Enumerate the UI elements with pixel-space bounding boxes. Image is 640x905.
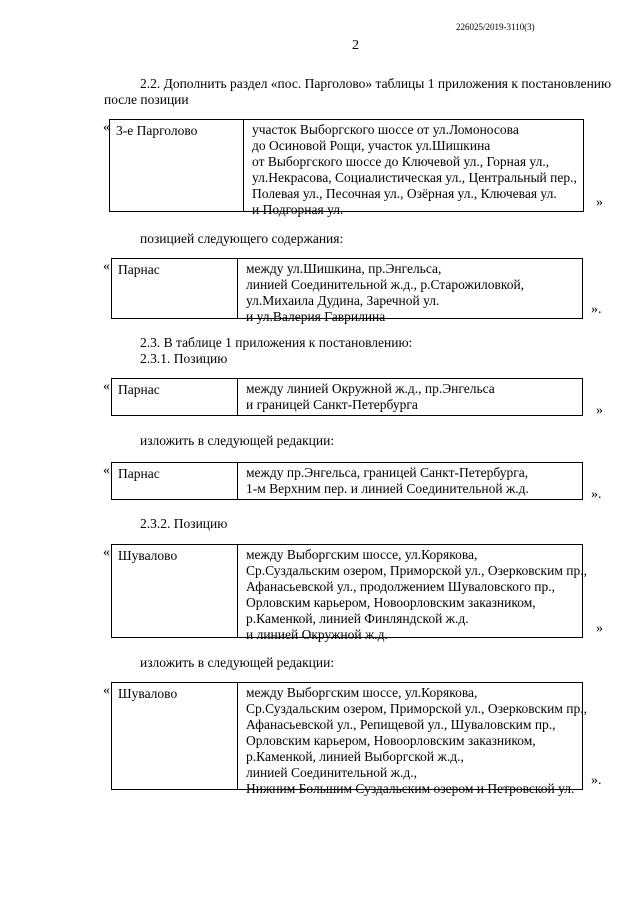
table-cell-description	[238, 545, 587, 643]
description-line: между линией Окружной ж.д., пр.Энгельса	[246, 381, 495, 396]
description-line: р.Каменкой, линией Финляндской ж.д.	[246, 611, 469, 626]
table-cell-name: Парнас	[112, 463, 238, 499]
position-table-shuvalovo-old	[111, 544, 587, 642]
description-line: Орловским карьером, Новоорловским заказником,	[246, 733, 536, 748]
table-cell-description	[238, 683, 587, 797]
section-2-2-intro: 2.2. Дополнить раздел «пос. Парголово» таблицы 1 приложения к постановлению	[140, 76, 612, 91]
position-table-parnas-old	[111, 378, 583, 416]
description-line: 1-м Верхним пер. и линией Соединительной ж.д.	[246, 481, 529, 496]
description-line: линией Соединительной ж.д.,	[246, 765, 417, 780]
description-line: Афанасьевской ул., Репищевой ул., Шуваловским пр.,	[246, 717, 556, 732]
description-line: и линией Окружной ж.д.	[246, 627, 388, 642]
description-line: Ср.Суздальским озером, Приморской ул., Озерковским пр.,	[246, 563, 587, 578]
table-cell-name: Парнас	[112, 379, 238, 415]
section-2-3-1-title: 2.3.1. Позицию	[140, 351, 228, 366]
close-quote: ».	[591, 487, 602, 502]
document-number: 226025/2019-3110(3)	[456, 22, 535, 32]
description-line: Нижним Большим Суздальским озером и Петровской ул.	[246, 781, 575, 796]
table-cell-name: Парнас	[112, 259, 238, 318]
close-quote: ».	[591, 302, 602, 317]
description-line: до Осиновой Рощи, участок ул.Шишкина	[252, 138, 491, 153]
edit-instruction: изложить в следующей редакции:	[140, 655, 335, 670]
description-line: от Выборгского шоссе до Ключевой ул., Горная ул.,	[252, 154, 550, 169]
description-line: Афанасьевской ул., продолжением Шуваловского пр.,	[246, 579, 555, 594]
edit-instruction: изложить в следующей редакции:	[140, 433, 335, 448]
close-quote: »	[596, 403, 603, 418]
description-line: участок Выборгского шоссе от ул.Ломоносова	[252, 122, 519, 137]
description-line: и Подгорная ул.	[252, 202, 344, 217]
open-quote: «	[103, 463, 110, 478]
description-line: линией Соединительной ж.д., р.Старожиловкой,	[246, 277, 525, 292]
description-line: между ул.Шишкина, пр.Энгельса,	[246, 261, 442, 276]
description-line: р.Каменкой, линией Выборгской ж.д.,	[246, 749, 464, 764]
close-quote: »	[596, 195, 603, 210]
section-2-3-2-title: 2.3.2. Позицию	[140, 516, 228, 531]
table-cell-description	[244, 120, 577, 218]
table-cell-name: Шувалово	[112, 545, 238, 637]
close-quote: »	[596, 621, 603, 636]
description-line: ул.Некрасова, Социалистическая ул., Центральный пер.,	[252, 170, 577, 185]
open-quote: «	[103, 379, 110, 394]
position-table-parnas-new	[111, 258, 583, 324]
position-table-shuvalovo-edited	[111, 682, 587, 796]
description-line: и границей Санкт-Петербурга	[246, 397, 418, 412]
open-quote: «	[103, 683, 110, 698]
position-table-3e-pargolovo	[109, 119, 584, 217]
table-cell-description	[238, 259, 524, 325]
open-quote: «	[103, 120, 110, 135]
description-line: между пр.Энгельса, границей Санкт-Петербурга,	[246, 465, 529, 480]
description-line: между Выборгским шоссе, ул.Корякова,	[246, 547, 478, 562]
description-line: и ул.Валерия Гаврилина	[246, 309, 386, 324]
position-table-parnas-edited	[111, 462, 583, 500]
table-cell-description	[238, 379, 495, 413]
description-line: Полевая ул., Песочная ул., Озёрная ул., Ключевая ул.	[252, 186, 557, 201]
table-cell-name: 3-е Парголово	[110, 120, 244, 211]
description-line: ул.Михаила Дудина, Заречной ул.	[246, 293, 440, 308]
description-line: между Выборгским шоссе, ул.Корякова,	[246, 685, 478, 700]
close-quote: ».	[591, 773, 602, 788]
table-cell-description	[238, 463, 529, 497]
section-2-2-middle: позицией следующего содержания:	[140, 231, 344, 246]
open-quote: «	[103, 545, 110, 560]
open-quote: «	[103, 259, 110, 274]
section-2-3-intro: 2.3. В таблице 1 приложения к постановлению:	[140, 335, 413, 350]
page-number: 2	[352, 38, 359, 53]
table-cell-name: Шувалово	[112, 683, 238, 789]
description-line: Ср.Суздальским озером, Приморской ул., Озерковским пр.,	[246, 701, 587, 716]
description-line: Орловским карьером, Новоорловским заказником,	[246, 595, 536, 610]
section-2-2-intro-cont: после позиции	[104, 92, 189, 107]
